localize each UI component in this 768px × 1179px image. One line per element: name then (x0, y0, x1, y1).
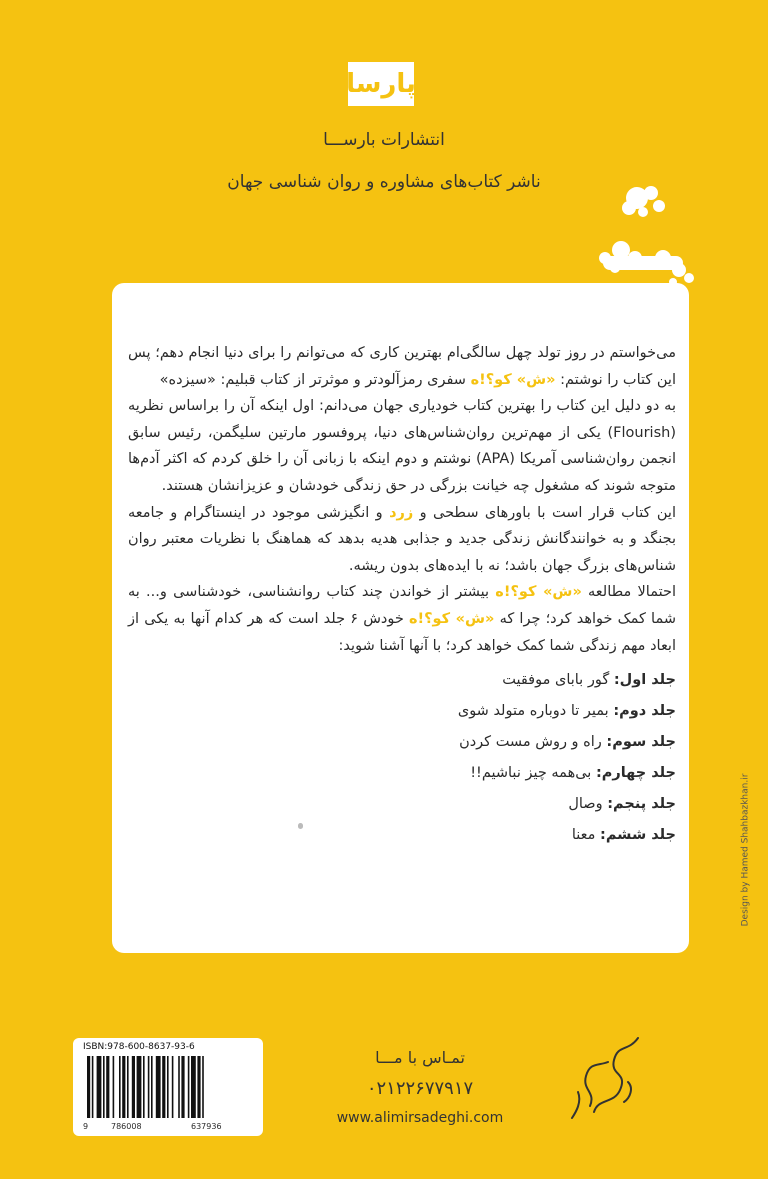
publisher-logo (348, 62, 414, 106)
volume-item: جلد دوم: بمیر تا دوباره متولد شوی (457, 703, 676, 720)
isbn-barcode (73, 1038, 263, 1136)
barcode-bar (167, 1056, 169, 1118)
book-title-mark: «ش» کو؟!ه (470, 371, 556, 388)
contact-phone: ۰۲۱۲۲۶۷۷۹۱۷ (366, 1078, 474, 1099)
barcode-bar (162, 1056, 165, 1118)
paragraph-intro: می‌خواستم در روز تولد چهل سالگی‌ام بهترین کاری که می‌توانم را برای دنیا انجام دهم؛ پس این کتاب را نوشتم: «ش» کو؟!ه سفری رمزآلودتر و موثرتر از کتاب قبلیم: «سیزده» (128, 345, 676, 388)
svg-text:علی میرصادقی: علی میرصادقی (568, 1032, 575, 1033)
barcode-bar (113, 1056, 115, 1118)
barcode-digit-lead: 9 (83, 1122, 89, 1131)
volume-item: جلد ششم: معنا (571, 827, 676, 844)
barcode-bar (156, 1056, 161, 1118)
barcode-bar (143, 1056, 145, 1118)
barcode-bar (181, 1056, 184, 1118)
highlight-word: زرد (389, 504, 414, 521)
volume-item: جلد سوم: راه و روش مست کردن (459, 734, 676, 751)
book-description (128, 340, 676, 851)
isbn-number: ISBN:978-600-8637-93-6 (83, 1042, 195, 1052)
paragraph-series: احتمالا مطالعه «ش» کو؟!ه بیشتر از خواندن چند کتاب روانشناسی، خودشناسی و... به شما کمک خواهد کرد؛ چرا که «ش» کو؟!ه خودش ۶ جلد است که هر کدام آنها به یکی از ابعاد مهم زندگی شما کمک خواهد کرد؛ با آنها آشنا شوید: (128, 584, 676, 654)
barcode-digits-left: 786008 (111, 1122, 142, 1131)
barcode-bar (191, 1056, 196, 1118)
barcode-bar (132, 1056, 135, 1118)
paragraph-reasons: به دو دلیل این کتاب را بهترین کتاب خودیاری جهان می‌دانم: اول اینکه آن را براساس نظریه (Flourish) یکی از مهم‌ترین روان‌شناس‌های دنیا، پروفسور مارتین سلیگمن، رئیس سابق انجمن روان‌شناسی آمریکا (APA) نوشتم و دوم اینکه با زبانی آن را خلق کردم که اکثر آدم‌ها متوجه شوند که مشغول چه خیانت بزرگی در حق زندگی خودشان و عزیزانشان هستند. (128, 398, 676, 494)
publisher-name: انتشارات بارســـا (323, 130, 445, 150)
designer-credit (735, 735, 755, 965)
barcode-bar (87, 1056, 90, 1118)
barcode-bar (188, 1056, 190, 1118)
publisher-logo-text: پارسا (346, 69, 416, 99)
barcode-bar (148, 1056, 150, 1118)
barcode-bar (127, 1056, 129, 1118)
barcode-bar (197, 1056, 200, 1118)
contact-heading: تمـاس با مـــا (375, 1048, 465, 1067)
barcode-bar (202, 1056, 204, 1118)
barcode-bar (92, 1056, 94, 1118)
book-title-mark: «ش» کو؟!ه (495, 584, 582, 601)
barcode-bar (178, 1056, 180, 1118)
barcode-bar (137, 1056, 142, 1118)
barcode-bars (83, 1056, 253, 1122)
paragraph-purpose: این کتاب قرار است با باورهای سطحی و زرد و انگیزشی موجود در اینستاگرام و جامعه بجنگد و به خوانندگانش زندگی جدید و جذابی هدیه بدهد که هماهنگ با نظریات معتبر روان شناس‌های بزرگ جهان باشد؛ نه با ایده‌های بدون ریشه. (128, 504, 676, 574)
author-signature (568, 1032, 648, 1122)
volume-item: جلد اول: گور بابای موفقیت (502, 672, 676, 689)
publisher-tagline: ناشر کتاب‌های مشاوره و روان شناسی جهان (227, 172, 541, 192)
volume-item: جلد پنجم: وصال (568, 796, 676, 813)
barcode-bar (106, 1056, 109, 1118)
barcode-bar (151, 1056, 153, 1118)
barcode-digits-right: 637936 (191, 1122, 222, 1131)
volume-item: جلد چهارم: بی‌همه چیز نباشیم!! (470, 765, 676, 782)
volume-list (128, 665, 676, 851)
barcode-bar (103, 1056, 105, 1118)
barcode-bar (119, 1056, 121, 1118)
designer-credit-text: Design by Hamed Shahbazkhan.ir (740, 773, 750, 927)
book-title-mark: «ش» کو؟!ه (408, 610, 495, 627)
barcode-bar (172, 1056, 174, 1118)
barcode-bar (122, 1056, 125, 1118)
website-link[interactable]: www.alimirsadeghi.com (336, 1110, 504, 1126)
paint-splash-decoration (585, 178, 700, 293)
print-speck (298, 823, 303, 829)
barcode-bar (97, 1056, 102, 1118)
